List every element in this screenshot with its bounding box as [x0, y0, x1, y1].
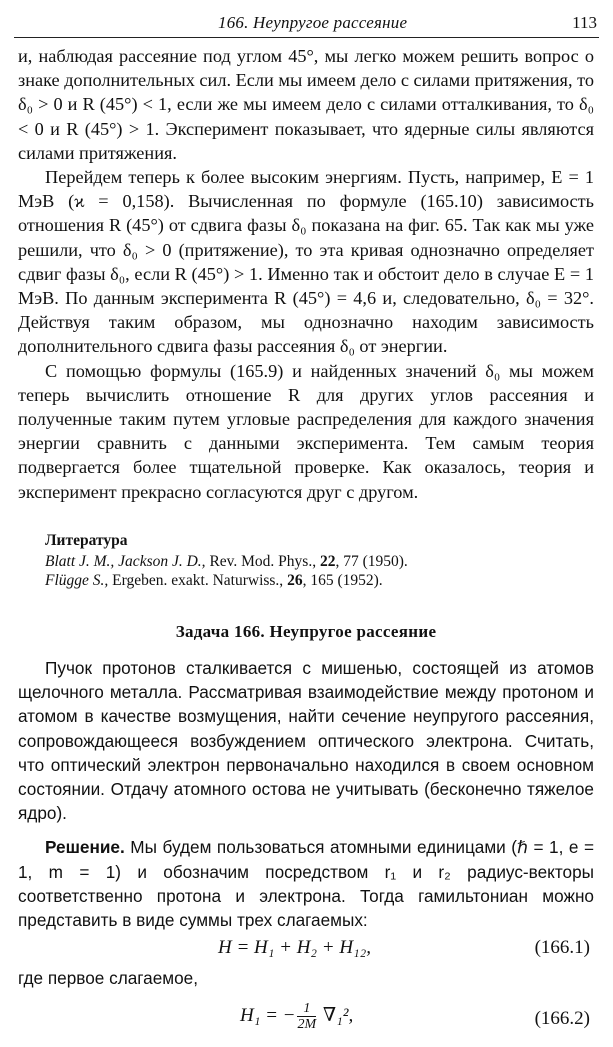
ref-pages-year: , 165 (1952). — [302, 571, 383, 589]
ref-authors: Blatt J. M., Jackson J. D., — [45, 552, 206, 570]
page-header — [0, 0, 613, 40]
fraction-numerator: 1 — [297, 1001, 316, 1017]
literature-ref — [45, 552, 594, 571]
equation-rhs: ∇₁², — [318, 1004, 354, 1026]
literature-ref — [45, 571, 594, 590]
equation-expression: H = H₁ + H₂ + H₁₂, — [218, 937, 372, 959]
ref-authors: Flügge S., — [45, 571, 109, 589]
ref-pages-year: , 77 (1950). — [335, 552, 408, 570]
page-body — [18, 44, 594, 1047]
paragraph-higher-energies: Перейдем теперь к более высоким энергиям. Пусть, например, E = 1 МэВ (ϰ = 0,158). Вычисленная по формуле (165.10) зависимость отношения R (45°) от сдвига фазы δ₀ показана на фиг. 65. Так как мы уже решили, что δ₀ > 0 (притяжение), то эта кривая однозначно определяет сдвиг фазы δ₀, если R (45°) > 1. Именно так и обстоит дело в случае E = 1 МэВ. По данным эксперимента R (45°) = 4,6 и, следовательно, δ₀ = 32°. Действуя таким образом, мы однозначно находим зависимость дополнительного сдвига фазы рассеяния δ₀ от энергии. — [18, 167, 594, 357]
ref-source: Ergeben. exakt. Naturwiss., — [108, 571, 288, 589]
equation-number: (166.2) — [534, 1007, 590, 1029]
ref-volume: 26 — [287, 571, 303, 589]
equation-lhs: H₁ = − — [240, 1004, 296, 1026]
fraction-denominator: 2M — [297, 1016, 317, 1032]
solution-text: Мы будем пользоваться атомными единицами (ℏ = 1, e = 1, m = 1) и обозначим посредством r₁ и r₂ радиус-векторы соответственно протона и электрона. Тогда гамильтониан можно представить в виде суммы трех слагаемых: — [18, 837, 594, 931]
equation-166-2 — [18, 993, 594, 1045]
problem-title: Задача 166. Неупругое рассеяние — [175, 621, 437, 641]
running-title: 166. Неупругое рассеяние — [218, 13, 408, 32]
paragraph-continuation: и, наблюдая рассеяние под углом 45°, мы легко можем решить вопрос о знаке дополнительных сил. Если мы имеем дело с силами притяжения, то δ₀ > 0 и R (45°) < 1, если же мы имеем дело с силами отталкивания, то δ₀ < 0 и R (45°) > 1. Эксперимент показывает, что ядерные силы являются силами притяжения. — [18, 46, 594, 163]
literature-heading: Литература — [45, 531, 128, 549]
equation-number: (166.1) — [534, 937, 590, 959]
solution-paragraph — [18, 835, 594, 932]
problem-statement: Пучок протонов сталкивается с мишенью, состоящей из атомов щелочного металла. Рассматривая взаимодействие между протоном и атомом в качестве возмущения, найти сечение неупругого рассеяния, сопровождающееся возбуждением оптического электрона. Считать, что оптический электрон первоначально находился в своем основном состоянии. Отдачу атомного остова не учитывать (бесконечно тяжелое ядро). — [18, 658, 594, 824]
equation-166-1 — [18, 934, 594, 964]
between-equations-text: где первое слагаемое, — [18, 968, 199, 989]
fraction — [297, 1001, 316, 1032]
page-number: 113 — [572, 13, 597, 32]
paragraph-angular-distribution: С помощью формулы (165.9) и найденных значений δ₀ мы можем теперь вычислить отношение R для других углов рассеяния и полученные таким путем угловые распределения для каждого значения энергии сравнить с данными эксперимента. Тем самым теория подвергается более тщательной проверке. Как оказалось, теория и эксперимент прекрасно согласуются друг с другом. — [18, 360, 594, 502]
ref-source: Rev. Mod. Phys., — [205, 552, 320, 570]
header-rule — [14, 37, 599, 38]
equation-expression — [240, 1001, 353, 1032]
solution-label: Решение. — [45, 837, 125, 858]
ref-volume: 22 — [319, 552, 336, 570]
